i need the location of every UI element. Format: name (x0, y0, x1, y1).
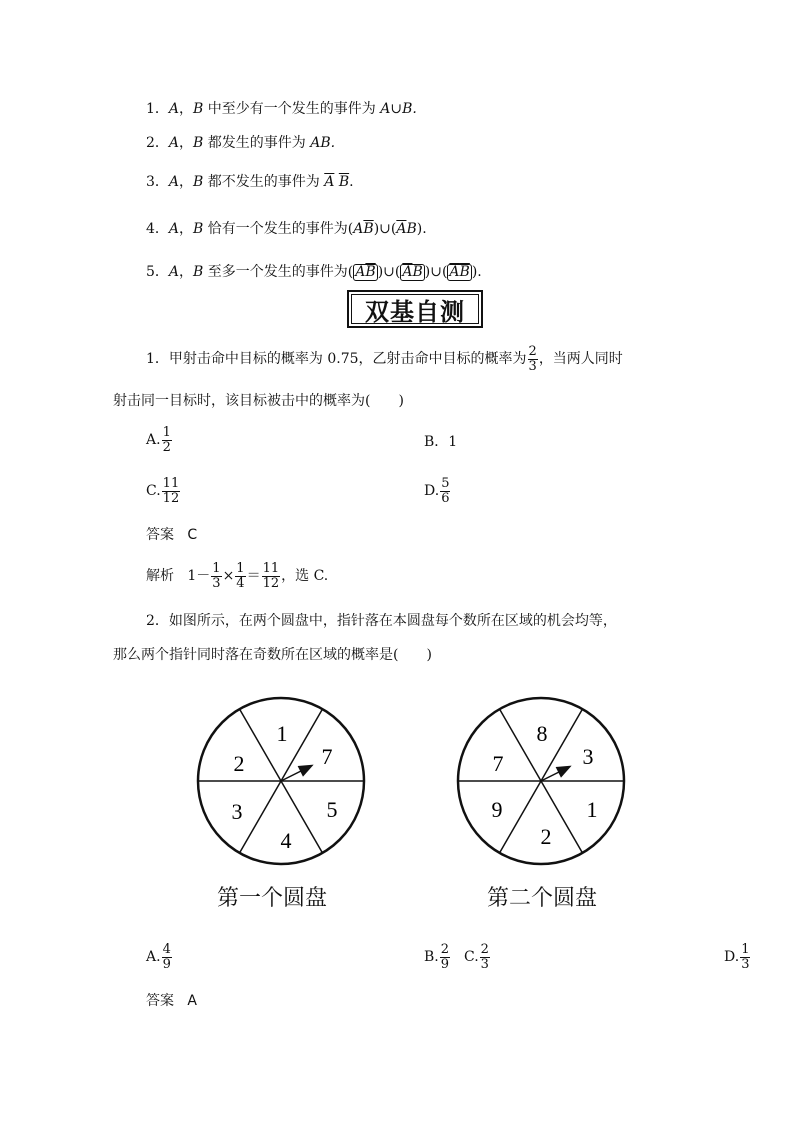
event-a: A (168, 264, 180, 280)
union-expression: A∪B. (380, 101, 417, 117)
item-number: 2． (146, 135, 169, 151)
frac-denominator: 2 (162, 439, 171, 455)
q2-option-c (464, 943, 491, 971)
disk-1-number: 7 (321, 744, 333, 769)
disk-2-caption (487, 881, 597, 912)
expr-tail: ，选 C. (281, 568, 329, 585)
disk-2-number: 8 (536, 721, 548, 746)
disk-2-number: 9 (491, 797, 503, 822)
frac-denominator: 12 (262, 575, 280, 591)
complement-b: $\overline{B}$ (338, 174, 350, 190)
line-text: 至多一个发生的事件为 (203, 264, 348, 280)
disk-1-number: 1 (276, 721, 288, 746)
q2-option-b (424, 943, 451, 971)
frac-denominator: 3 (480, 956, 489, 972)
option-fraction (740, 943, 750, 971)
line-text: 中至少有一个发生的事件为 (203, 101, 381, 117)
frac-numerator: 1 (236, 561, 245, 576)
option-fraction (440, 943, 450, 971)
answer-value: A (187, 993, 197, 1009)
period: . (349, 174, 354, 190)
item-number: 4． (146, 221, 169, 237)
frac-denominator: 4 (236, 575, 245, 591)
option-label: A. (146, 432, 161, 449)
event-a: A (168, 174, 180, 190)
frac-denominator: 9 (440, 956, 450, 972)
disk-2 (458, 698, 624, 864)
separator: ， (179, 135, 194, 151)
frac-denominator: 3 (528, 358, 537, 374)
disk-1 (198, 698, 364, 864)
disk-2-caption-text: 第二个圆盘 (487, 886, 598, 911)
q2-stem-text: 2．如图所示，在两个圆盘中，指针落在本圆盘每个数所在区域的机会均等， (146, 613, 617, 629)
disk-1-number: 2 (233, 751, 245, 776)
disk-1-number: 5 (326, 797, 338, 822)
q2-option-d (724, 943, 751, 971)
q2-stem-text-2: 那么两个指针同时落在奇数所在区域的概率是( ) (113, 647, 432, 663)
exactly-one-expression: $(A\overline{B})\cup(\overline{A}B)$. (347, 221, 427, 237)
frac-numerator: 4 (162, 942, 171, 957)
line-text: 都发生的事件为 (203, 135, 311, 151)
q1-stem-text-tail: ，当两人同时 (538, 351, 623, 367)
frac-denominator: 3 (212, 575, 221, 591)
disk-1-number: 4 (280, 828, 292, 853)
option-label: C. (464, 949, 479, 966)
frac-denominator: 9 (162, 956, 171, 972)
intersection-expression: AB. (310, 135, 336, 151)
option-label: B. (424, 949, 439, 966)
event-a: A (168, 101, 180, 117)
event-b: B (193, 101, 204, 117)
option-fraction (162, 943, 172, 971)
option-label: D. (424, 483, 440, 500)
section-heading-text: 双基自测 (365, 297, 465, 326)
frac-denominator: 3 (741, 956, 750, 972)
frac-numerator: 1 (741, 942, 750, 957)
event-a: A (168, 221, 180, 237)
complement-a: $\overline{A}$ (324, 174, 335, 190)
option-label: A. (146, 949, 161, 966)
option-fraction (480, 943, 490, 971)
expr-one-minus: 1－ (187, 568, 211, 585)
event-b: B (193, 221, 204, 237)
answer-label: 答案 (146, 527, 174, 543)
frac-numerator: 2 (440, 942, 450, 957)
frac-numerator: 2 (480, 942, 489, 957)
option-label: C. (146, 483, 161, 500)
option-label: D. (724, 949, 740, 966)
disk-1-caption-text: 第一个圆盘 (217, 886, 328, 911)
item-number: 1． (146, 101, 169, 117)
event-b: B (193, 174, 204, 190)
frac-denominator: 12 (162, 490, 180, 506)
disk-1-caption (217, 881, 327, 912)
q1-stem-text-2: 射击同一目标时，该目标被击中的概率为( ) (113, 393, 404, 409)
event-b: B (193, 264, 204, 280)
answer-label: 答案 (146, 993, 174, 1009)
frac-numerator: 11 (262, 561, 280, 576)
equals-sign: ＝ (246, 568, 261, 585)
disk-2-number: 2 (540, 824, 552, 849)
q2-answer (146, 994, 197, 1008)
q2-option-a (146, 943, 173, 971)
frac-numerator: 5 (441, 476, 450, 491)
disk-1-number: 3 (231, 799, 243, 824)
separator: ， (179, 101, 194, 117)
frac-numerator: 11 (162, 476, 180, 491)
separator: ， (179, 221, 194, 237)
event-b: B (193, 135, 204, 151)
frac-numerator: 1 (212, 561, 221, 576)
frac-numerator: 1 (162, 425, 171, 440)
at-most-one-expression: ( $A\overline{B}$ )∪( $\overline{A}B$ )∪( $\overline{A}\overline{B}$ ). (347, 264, 482, 280)
q1-stem-text: 1．甲射击命中目标的概率为 0.75，乙射击命中目标的概率为 (146, 351, 527, 367)
answer-value: C (187, 527, 198, 543)
item-number: 5． (146, 264, 169, 280)
explanation-label: 解析 (146, 568, 174, 585)
frac-denominator: 6 (441, 490, 450, 506)
option-label: B．1 (424, 434, 458, 450)
frac-numerator: 2 (528, 343, 537, 359)
disk-2-number: 1 (586, 797, 598, 822)
event-a: A (168, 135, 180, 151)
disk-2-number: 3 (582, 744, 594, 769)
times-sign: × (222, 568, 235, 585)
line-text: 恰有一个发生的事件为 (203, 221, 348, 237)
line-text: 都不发生的事件为 (203, 174, 320, 190)
disk-2-number: 7 (492, 751, 504, 776)
separator: ， (179, 174, 194, 190)
separator: ， (179, 264, 194, 280)
item-number: 3． (146, 174, 169, 190)
